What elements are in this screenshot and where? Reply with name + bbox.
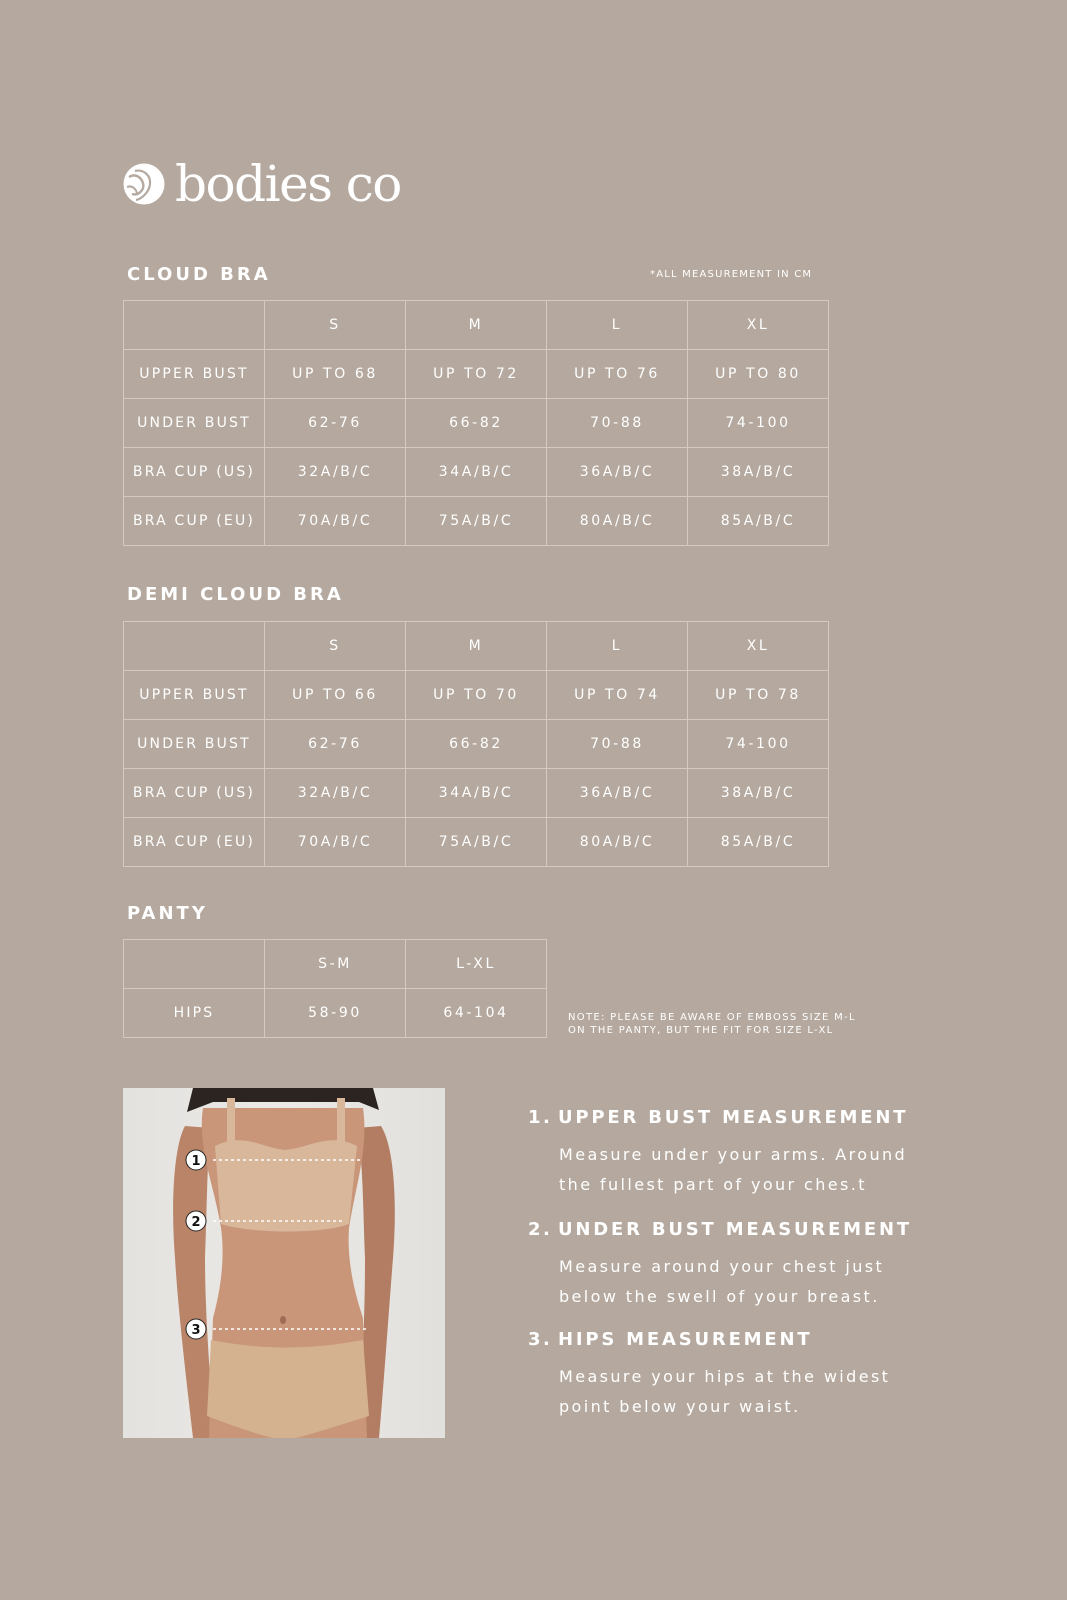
row-label: UNDER BUST: [124, 399, 265, 448]
table-cell: 58-90: [265, 989, 406, 1038]
marker-label: 2: [191, 1215, 201, 1230]
panty-table: [123, 939, 547, 1038]
table-cell: 34A/B/C: [406, 448, 547, 497]
row-label: UNDER BUST: [124, 720, 265, 769]
step-hips: [528, 1328, 928, 1422]
step-description: [559, 1140, 929, 1200]
header-cell: XL: [688, 301, 829, 350]
panty-note-line: ON THE PANTY, BUT THE FIT FOR SIZE L-XL: [568, 1025, 834, 1036]
header-cell: [124, 940, 265, 989]
table-row: [124, 818, 829, 867]
step-number: 3.: [528, 1329, 553, 1350]
measurement-photo: [123, 1088, 445, 1438]
panty-note: [568, 1011, 908, 1037]
panty-note-line: NOTE: PLEASE BE AWARE OF EMBOSS SIZE M-L: [568, 1012, 856, 1023]
step-title: HIPS MEASUREMENT: [558, 1329, 813, 1350]
brand-mark-icon: [123, 163, 165, 205]
table-cell: 34A/B/C: [406, 769, 547, 818]
table-cell: UP TO 66: [265, 671, 406, 720]
header-cell: S-M: [265, 940, 406, 989]
brand-logo: [123, 156, 401, 212]
header-cell: L: [547, 622, 688, 671]
marker-2: [186, 1211, 206, 1231]
row-label: BRA CUP (EU): [124, 497, 265, 546]
table-cell: UP TO 80: [688, 350, 829, 399]
header-cell: [124, 622, 265, 671]
table-cell: 70-88: [547, 399, 688, 448]
table-cell: 64-104: [406, 989, 547, 1038]
table-cell: 70-88: [547, 720, 688, 769]
table-cell: 74-100: [688, 720, 829, 769]
step-description: [559, 1362, 929, 1422]
table-cell: UP TO 70: [406, 671, 547, 720]
cloud-bra-table: [123, 300, 829, 546]
table-cell: 80A/B/C: [547, 497, 688, 546]
step-title: UPPER BUST MEASUREMENT: [558, 1107, 909, 1128]
units-note: *ALL MEASUREMENT IN CM: [650, 269, 813, 280]
row-label: BRA CUP (EU): [124, 818, 265, 867]
step-description-line: Measure under your arms. Around: [559, 1145, 908, 1164]
step-description-line: Measure your hips at the widest: [559, 1367, 891, 1386]
step-upper-bust: [528, 1106, 928, 1200]
header-cell: L-XL: [406, 940, 547, 989]
table-row: [124, 399, 829, 448]
table-cell: 62-76: [265, 399, 406, 448]
marker-label: 3: [191, 1323, 201, 1338]
table-cell: 66-82: [406, 720, 547, 769]
header-cell: M: [406, 622, 547, 671]
table-cell: 36A/B/C: [547, 769, 688, 818]
table-cell: 85A/B/C: [688, 818, 829, 867]
table-cell: 38A/B/C: [688, 448, 829, 497]
table-cell: 66-82: [406, 399, 547, 448]
demi-cloud-bra-table: [123, 621, 829, 867]
step-number: 1.: [528, 1107, 553, 1128]
table-cell: UP TO 76: [547, 350, 688, 399]
table-cell: 75A/B/C: [406, 818, 547, 867]
step-description-line: Measure around your chest just: [559, 1257, 885, 1276]
panty-title: PANTY: [127, 903, 208, 924]
header-cell: M: [406, 301, 547, 350]
table-cell: 32A/B/C: [265, 448, 406, 497]
table-row: [124, 448, 829, 497]
table-cell: UP TO 72: [406, 350, 547, 399]
measurement-instructions: [528, 1106, 928, 1422]
table-row: [124, 497, 829, 546]
row-label: UPPER BUST: [124, 671, 265, 720]
header-cell: [124, 301, 265, 350]
cloud-bra-title: CLOUD BRA: [127, 264, 271, 285]
marker-label: 1: [191, 1154, 201, 1169]
table-header-row: [124, 940, 547, 989]
row-label: BRA CUP (US): [124, 769, 265, 818]
brand-name: bodies co: [175, 155, 401, 213]
step-description-line: the fullest part of your ches.t: [559, 1175, 867, 1194]
header-cell: L: [547, 301, 688, 350]
row-label: UPPER BUST: [124, 350, 265, 399]
table-cell: UP TO 74: [547, 671, 688, 720]
table-header-row: [124, 622, 829, 671]
step-description-line: point below your waist.: [559, 1397, 801, 1416]
step-number: 2.: [528, 1219, 553, 1240]
row-label: BRA CUP (US): [124, 448, 265, 497]
demi-cloud-bra-title: DEMI CLOUD BRA: [127, 584, 344, 605]
table-cell: 32A/B/C: [265, 769, 406, 818]
table-cell: 70A/B/C: [265, 818, 406, 867]
table-cell: 62-76: [265, 720, 406, 769]
table-cell: 70A/B/C: [265, 497, 406, 546]
table-cell: 85A/B/C: [688, 497, 829, 546]
row-label: HIPS: [124, 989, 265, 1038]
step-title: UNDER BUST MEASUREMENT: [558, 1219, 912, 1240]
table-row: [124, 989, 547, 1038]
header-cell: S: [265, 301, 406, 350]
header-cell: XL: [688, 622, 829, 671]
step-description-line: below the swell of your breast.: [559, 1287, 880, 1306]
table-row: [124, 769, 829, 818]
step-description: [559, 1252, 929, 1312]
table-cell: UP TO 68: [265, 350, 406, 399]
table-row: [124, 720, 829, 769]
table-header-row: [124, 301, 829, 350]
table-cell: 80A/B/C: [547, 818, 688, 867]
table-row: [124, 350, 829, 399]
table-cell: 36A/B/C: [547, 448, 688, 497]
body-figure-illustration: [123, 1088, 445, 1438]
table-cell: UP TO 78: [688, 671, 829, 720]
step-under-bust: [528, 1218, 928, 1312]
marker-1: [186, 1150, 206, 1170]
table-cell: 75A/B/C: [406, 497, 547, 546]
table-cell: 38A/B/C: [688, 769, 829, 818]
table-row: [124, 671, 829, 720]
header-cell: S: [265, 622, 406, 671]
marker-3: [186, 1319, 206, 1339]
table-cell: 74-100: [688, 399, 829, 448]
